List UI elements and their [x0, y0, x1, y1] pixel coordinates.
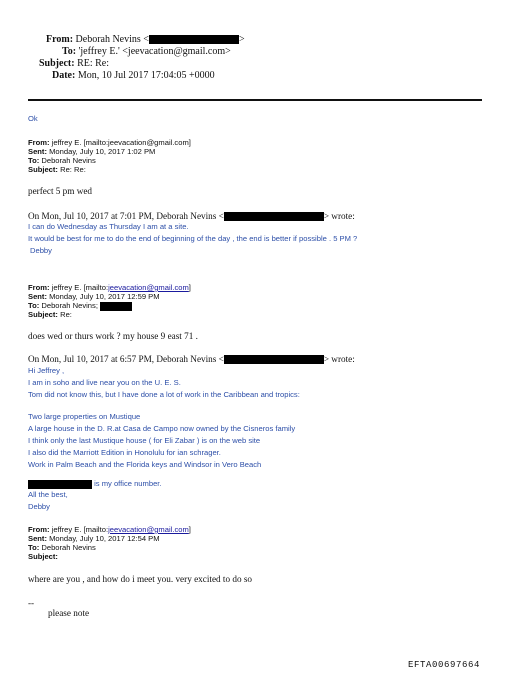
header-subject-value: RE: Re: [77, 58, 110, 69]
block2-quote-suffix: > wrote: [323, 354, 355, 364]
header-from-end: > [238, 34, 245, 45]
block2-office-note: is my office number. [94, 479, 162, 488]
header-date-value: Mon, 10 Jul 2017 17:04:05 +0000 [77, 70, 215, 81]
block1-to-value: Deborah Nevins [41, 156, 96, 165]
header-from-line [46, 34, 245, 46]
block2-office-line [28, 479, 162, 489]
header-from-label: From: [46, 34, 74, 45]
block1-from-value: jeffrey E. [mailto:jeevacation@gmail.com] [51, 138, 191, 147]
block3-sig-dash: -- [28, 598, 35, 608]
reply-ok: Ok [28, 114, 38, 123]
block1-reply-signature: Debby [30, 246, 52, 255]
block1-body: perfect 5 pm wed [28, 186, 93, 196]
block1-sent-label: Sent: [28, 147, 47, 156]
block2-quote-line [28, 354, 355, 365]
redaction-box [224, 212, 324, 221]
block2-reply-line: I also did the Marriott Edition in Honolulu for ian schrager. [28, 448, 221, 457]
block1-subject-value: Re: Re: [60, 165, 86, 174]
block2-to-value: Deborah Nevins; [41, 301, 98, 310]
block2-subject-value: Re: [60, 310, 72, 319]
block3-subject-label: Subject: [28, 552, 58, 561]
header-date-label: Date: [52, 70, 76, 81]
block3-sig-note: please note [48, 608, 90, 618]
block1-subject-line [28, 165, 86, 175]
block3-to-label: To: [28, 543, 40, 552]
block2-reply-line: Hi Jeffrey , [28, 366, 65, 375]
block2-subject-label: Subject: [28, 310, 58, 319]
block3-sent-label: Sent: [28, 534, 47, 543]
block2-from-suffix: ] [188, 283, 191, 292]
block2-body: does wed or thurs work ? my house 9 east 71 . [28, 331, 198, 341]
block2-reply-line: Tom did not know this, but I have done a lot of work in the Caribbean and tropics: [28, 390, 300, 399]
block2-reply-line: Work in Palm Beach and the Florida keys and Windsor in Vero Beach [28, 460, 262, 469]
redaction-box [224, 355, 324, 364]
block3-from-email-link[interactable]: jeevacation@gmail.com [108, 525, 189, 534]
block2-signoff: All the best, [28, 490, 68, 499]
block1-to-label: To: [28, 156, 40, 165]
block1-reply-line: It would be best for me to do the end of beginning of the day , the end is better if possible . 5 PM ? [28, 234, 358, 243]
block2-from-email-link[interactable]: jeevacation@gmail.com [108, 283, 189, 292]
header-date-line [52, 70, 215, 82]
header-to-label: To: [62, 46, 77, 57]
block3-from-prefix: jeffrey E. [mailto: [51, 525, 109, 534]
block2-sent-label: Sent: [28, 292, 47, 301]
block3-from-label: From: [28, 525, 50, 534]
block1-subject-label: Subject: [28, 165, 58, 174]
block2-subject-line [28, 310, 72, 320]
block3-sent-value: Monday, July 10, 2017 12:54 PM [49, 534, 160, 543]
block3-body: where are you , and how do i meet you. very excited to do so [28, 574, 253, 584]
block1-quote-line [28, 211, 355, 222]
header-to-line [62, 46, 231, 58]
bates-number: EFTA00697664 [408, 660, 481, 670]
block3-from-suffix: ] [188, 525, 191, 534]
block2-quote-prefix: On Mon, Jul 10, 2017 at 6:57 PM, Deborah Nevins < [28, 354, 224, 364]
block3-to-value: Deborah Nevins [41, 543, 96, 552]
block2-from-prefix: jeffrey E. [mailto: [51, 283, 109, 292]
block2-signoff-name: Debby [28, 502, 50, 511]
block2-reply-line: Two large properties on Mustique [28, 412, 141, 421]
block1-quote-suffix: > wrote: [323, 211, 355, 221]
redaction-box [100, 302, 132, 311]
block1-sent-value: Monday, July 10, 2017 1:02 PM [49, 147, 156, 156]
block2-to-label: To: [28, 301, 40, 310]
block1-reply-line: I can do Wednesday as Thursday I am at a site. [28, 222, 189, 231]
block2-reply-line: I am in soho and live near you on the U. E. S. [28, 378, 181, 387]
header-divider [28, 99, 482, 101]
block3-subject-line [28, 552, 58, 562]
redaction-box [149, 35, 239, 44]
block2-reply-line: I think only the last Mustique house ( for Eli Zabar ) is on the web site [28, 436, 261, 445]
header-from-name: Deborah Nevins < [75, 34, 149, 45]
redaction-box [28, 480, 92, 489]
block2-from-label: From: [28, 283, 50, 292]
block1-from-label: From: [28, 138, 50, 147]
block2-reply-line: A large house in the D. R.at Casa de Campo now owned by the Cisneros family [28, 424, 296, 433]
header-to-value: 'jeffrey E.' <jeevacation@gmail.com> [78, 46, 231, 57]
header-subject-line [39, 58, 109, 70]
header-subject-label: Subject: [39, 58, 75, 69]
block1-quote-prefix: On Mon, Jul 10, 2017 at 7:01 PM, Deborah Nevins < [28, 211, 224, 221]
block2-sent-value: Monday, July 10, 2017 12:59 PM [49, 292, 160, 301]
